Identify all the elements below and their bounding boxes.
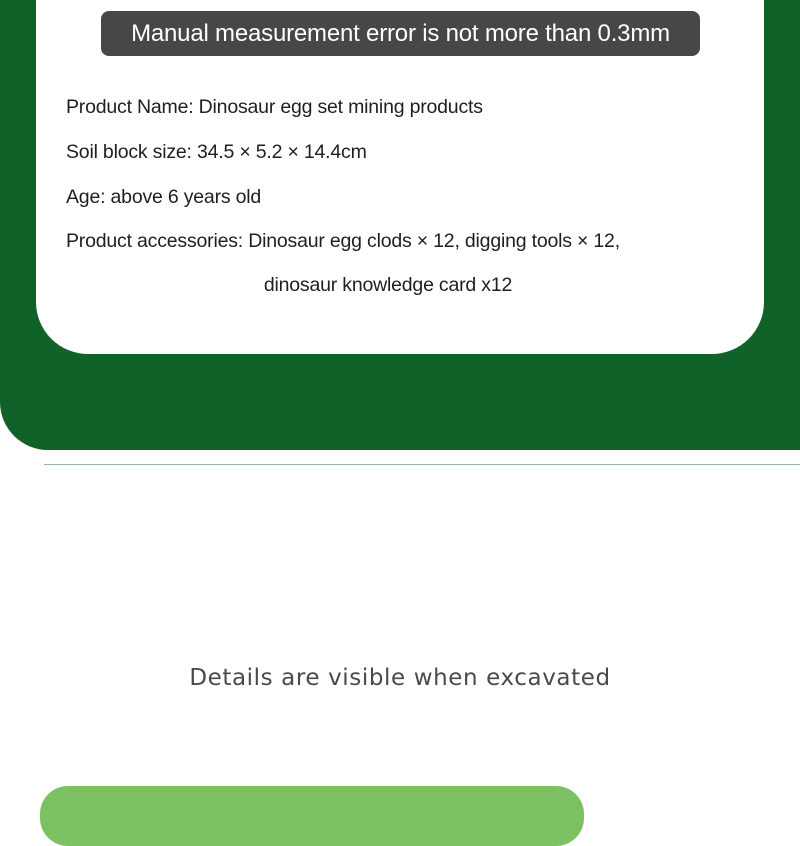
next-section-header [40, 786, 584, 846]
spec-age: Age: above 6 years old [66, 186, 262, 208]
spec-accessories: Product accessories: Dinosaur egg clods × 12, digging tools × 12, [66, 230, 620, 252]
measurement-notice-banner [101, 11, 700, 56]
spec-product-name: Product Name: Dinosaur egg set mining products [66, 96, 483, 118]
section-divider [44, 464, 800, 465]
excavation-caption: Details are visible when excavated [189, 665, 611, 691]
spec-soil-block-size: Soil block size: 34.5 × 5.2 × 14.4cm [66, 141, 367, 163]
measurement-notice-text: Manual measurement error is not more than 0.3mm [131, 19, 670, 47]
spec-accessories-continued: dinosaur knowledge card x12 [263, 274, 513, 296]
